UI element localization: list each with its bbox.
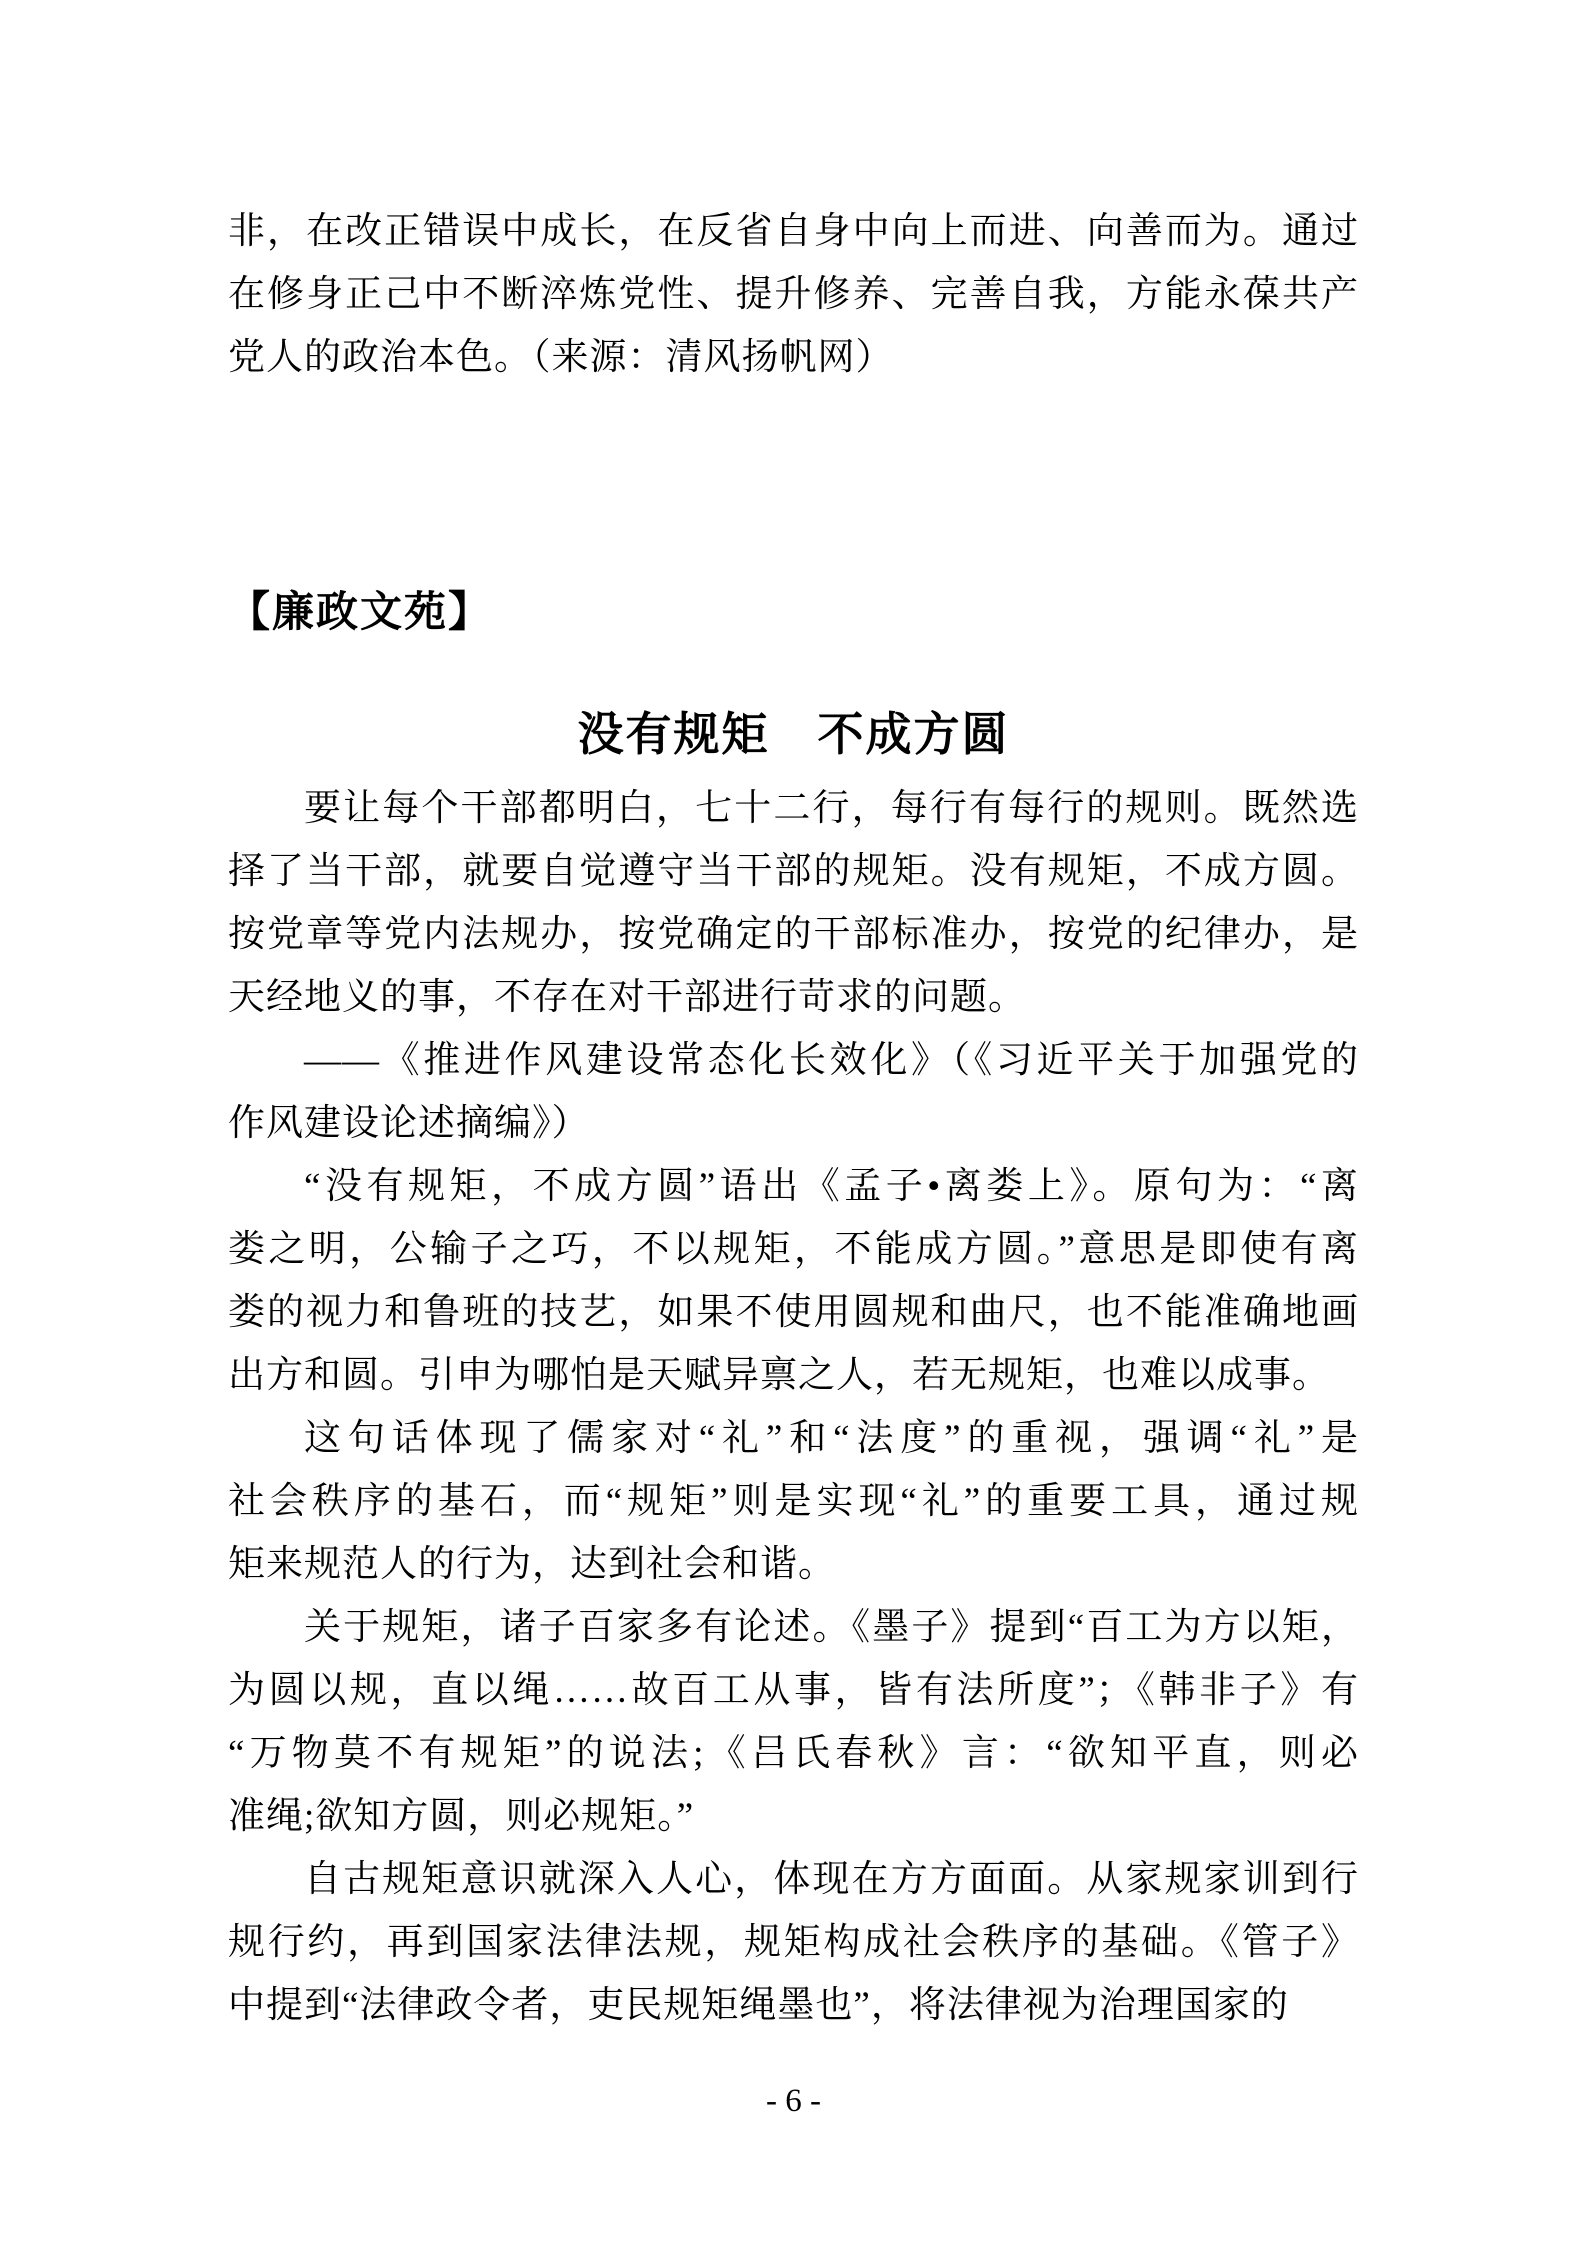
text-line: 择了当干部，就要自觉遵守当干部的规矩。没有规矩，不成方圆。 xyxy=(228,851,1359,892)
paragraph xyxy=(228,1848,1359,2037)
paragraph xyxy=(228,1029,1359,1155)
text-line: 在修身正己中不断淬炼党性、提升修养、完善自我，方能永葆共产 xyxy=(228,274,1359,315)
text-line: “没有规矩，不成方圆”语出《孟子•离娄上》。原句为：“离 xyxy=(304,1166,1359,1207)
text-line: 关于规矩，诸子百家多有论述。《墨子》提到“百工为方以矩， xyxy=(304,1607,1359,1648)
text-line: 社会秩序的基石，而“规矩”则是实现“礼”的重要工具，通过规 xyxy=(228,1481,1359,1522)
article-title: 没有规矩 不成方圆 xyxy=(577,709,1010,760)
text-line: ——《推进作风建设常态化长效化》（《习近平关于加强党的 xyxy=(304,1040,1359,1081)
text-line: 非，在改正错误中成长，在反省自身中向上而进、向善而为。通过 xyxy=(228,211,1359,252)
text-line: 矩来规范人的行为，达到社会和谐。 xyxy=(228,1544,836,1585)
text-line: 天经地义的事，不存在对干部进行苛求的问题。 xyxy=(228,977,1026,1018)
text-line: 出方和圆。引申为哪怕是天赋异禀之人，若无规矩，也难以成事。 xyxy=(228,1355,1330,1396)
text-line: 为圆以规，直以绳……故百工从事，皆有法所度”；《韩非子》有 xyxy=(228,1670,1359,1711)
paragraph xyxy=(228,777,1359,1029)
text-line: 自古规矩意识就深入人心，体现在方方面面。从家规家训到行 xyxy=(304,1859,1359,1900)
page-number: - 6 - xyxy=(766,2083,821,2119)
text-line: 规行约，再到国家法律法规，规矩构成社会秩序的基础。《管子》 xyxy=(228,1922,1359,1963)
paragraph xyxy=(228,1155,1359,1407)
section-header: 【廉政文苑】 xyxy=(228,588,493,635)
text-line: 这句话体现了儒家对“礼”和“法度”的重视，强调“礼”是 xyxy=(304,1418,1359,1459)
article-body xyxy=(228,777,1359,2037)
text-line: 中提到“法律政令者，吏民规矩绳墨也”，将法律视为治理国家的 xyxy=(228,1985,1289,2026)
text-line: 按党章等党内法规办，按党确定的干部标准办，按党的纪律办，是 xyxy=(228,914,1359,955)
paragraph xyxy=(228,1596,1359,1848)
top-paragraph xyxy=(228,200,1359,389)
text-line: 作风建设论述摘编》） xyxy=(228,1103,590,1144)
text-line: “万物莫不有规矩”的说法;《吕氏春秋》言：“欲知平直，则必 xyxy=(228,1733,1359,1774)
text-line: 党人的政治本色。（来源：清风扬帆网） xyxy=(228,337,894,378)
text-line: 娄的视力和鲁班的技艺，如果不使用圆规和曲尺，也不能准确地画 xyxy=(228,1292,1359,1333)
paragraph xyxy=(228,1407,1359,1596)
text-line: 娄之明，公输子之巧，不以规矩，不能成方圆。”意思是即使有离 xyxy=(228,1229,1359,1270)
text-line: 要让每个干部都明白，七十二行，每行有每行的规则。既然选 xyxy=(304,788,1359,829)
text-line: 准绳;欲知方圆，则必规矩。” xyxy=(228,1796,695,1837)
